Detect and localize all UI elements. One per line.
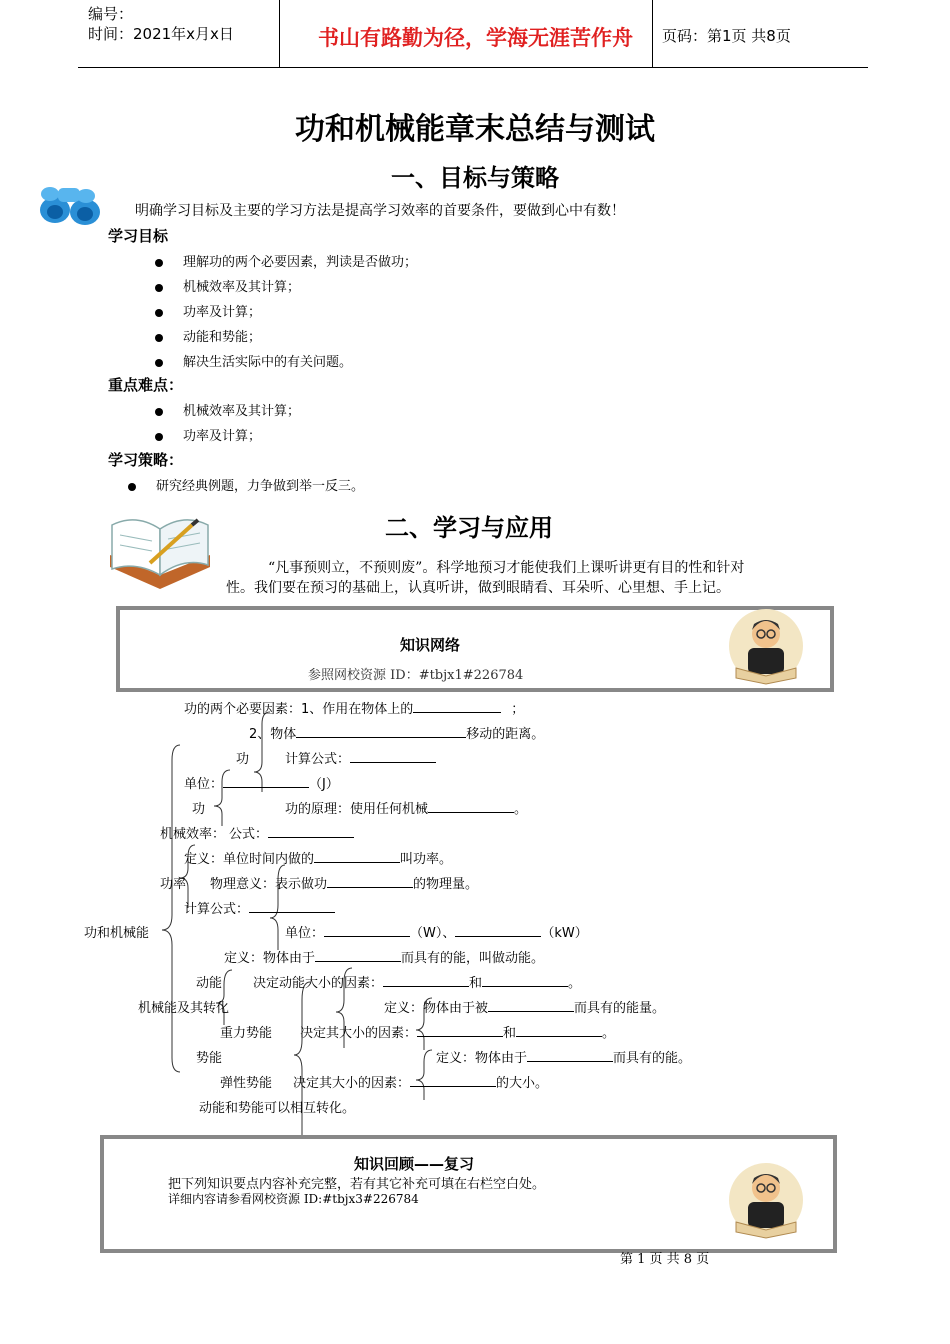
list-item: 机械效率及其计算； — [155, 275, 417, 300]
list-item: 机械效率及其计算； — [155, 399, 300, 424]
network-row: 单位： （W）、 （kW） — [285, 926, 588, 941]
section2-intro-line1: “凡事预则立，不预则废”。科学地预习才能使我们上课听讲更有目的性和针对 — [268, 560, 745, 576]
page-title: 功和机械能章末总结与测试 — [295, 112, 655, 147]
page-footer: 第 1 页 共 8 页 — [620, 1252, 710, 1267]
network-node-pe: 势能 — [196, 1051, 223, 1066]
network-row: 定义：物体由于 而具有的能。 — [436, 1051, 692, 1066]
root-brace — [162, 745, 180, 1072]
network-box-ref: 参照网校资源 ID：#tbjx1#226784 — [308, 668, 524, 683]
network-node-gpe: 重力势能 — [220, 1026, 273, 1041]
number-label: 编号： — [88, 5, 134, 23]
network-box-title: 知识网络 — [399, 636, 460, 654]
network-row: 决定动能大小的因素： 和 。 — [253, 976, 582, 991]
network-row: 计算公式： — [285, 748, 436, 767]
list-item: 动能和势能； — [155, 325, 417, 350]
network-row: 功的两个必要因素：1、作用在物体上的 ； — [184, 702, 525, 717]
network-row: 机械效率： 公式： — [160, 823, 354, 842]
list-item: 功率及计算； — [155, 300, 417, 325]
network-conversion: 动能和势能可以相互转化。 — [199, 1101, 356, 1116]
list-item: 理解功的两个必要因素，判读是否做功； — [155, 250, 417, 275]
network-root: 功和机械能 — [84, 926, 150, 941]
review-box-line2: 详细内容请参看网校资源 ID:#tbjx3#226784 — [168, 1192, 419, 1206]
network-node-ke: 动能 — [196, 976, 223, 991]
network-node-work: 功 — [192, 802, 206, 817]
review-box-title: 知识回顾——复习 — [354, 1155, 475, 1173]
network-node-work: 功 — [236, 752, 250, 767]
header-motto: 书山有路勤为径，学海无涯苦作舟 — [318, 26, 633, 50]
network-row: 决定其大小的因素： 和 。 — [300, 1026, 616, 1041]
network-row: 物理意义：表示做功 的物理量。 — [210, 877, 479, 892]
goals-label: 学习目标 — [108, 227, 169, 245]
strategy-label: 学习策略： — [108, 451, 184, 469]
list-item: 研究经典例题，力争做到举一反三。 — [128, 474, 364, 499]
network-node-epe: 弹性势能 — [220, 1076, 273, 1091]
header-page-info: 页码：第1页 共8页 — [662, 27, 791, 45]
section2-heading: 二、学习与应用 — [385, 514, 553, 542]
network-node-power: 功率 — [160, 877, 187, 892]
network-row: 定义：物体由于被 而具有的能量。 — [384, 1001, 666, 1016]
review-box-line1: 把下列知识要点内容补充完整，若有其它补充可填在右栏空白处。 — [168, 1177, 546, 1192]
section1-heading: 一、目标与策略 — [391, 164, 559, 192]
list-item: 解决生活实际中的有关问题。 — [155, 350, 417, 375]
date-label: 时间：2021年x月x日 — [88, 25, 234, 43]
network-row: 决定其大小的因素： 的大小。 — [293, 1076, 549, 1091]
network-row: 定义：物体由于 而具有的能，叫做动能。 — [224, 951, 545, 966]
network-row: 功的原理：使用任何机械 。 — [285, 802, 528, 817]
key-points-label: 重点难点： — [108, 376, 184, 394]
section1-intro: 明确学习目标及主要的学习方法是提高学习效率的首要条件，要做到心中有数！ — [135, 203, 625, 219]
reading-teacher-icon — [726, 1160, 806, 1240]
network-row: 计算公式： — [184, 898, 335, 917]
network-row: 定义：单位时间内做的 叫功率。 — [184, 852, 453, 867]
list-item: 功率及计算； — [155, 424, 300, 449]
network-row: 单位： （J） — [184, 777, 339, 792]
network-row: 2、物体 移动的距离。 — [249, 727, 545, 742]
network-node-me: 机械能及其转化 — [138, 1001, 230, 1016]
section2-intro-line2: 性。我们要在预习的基础上，认真听讲，做到眼睛看、耳朵听、心里想、手上记。 — [226, 580, 730, 596]
